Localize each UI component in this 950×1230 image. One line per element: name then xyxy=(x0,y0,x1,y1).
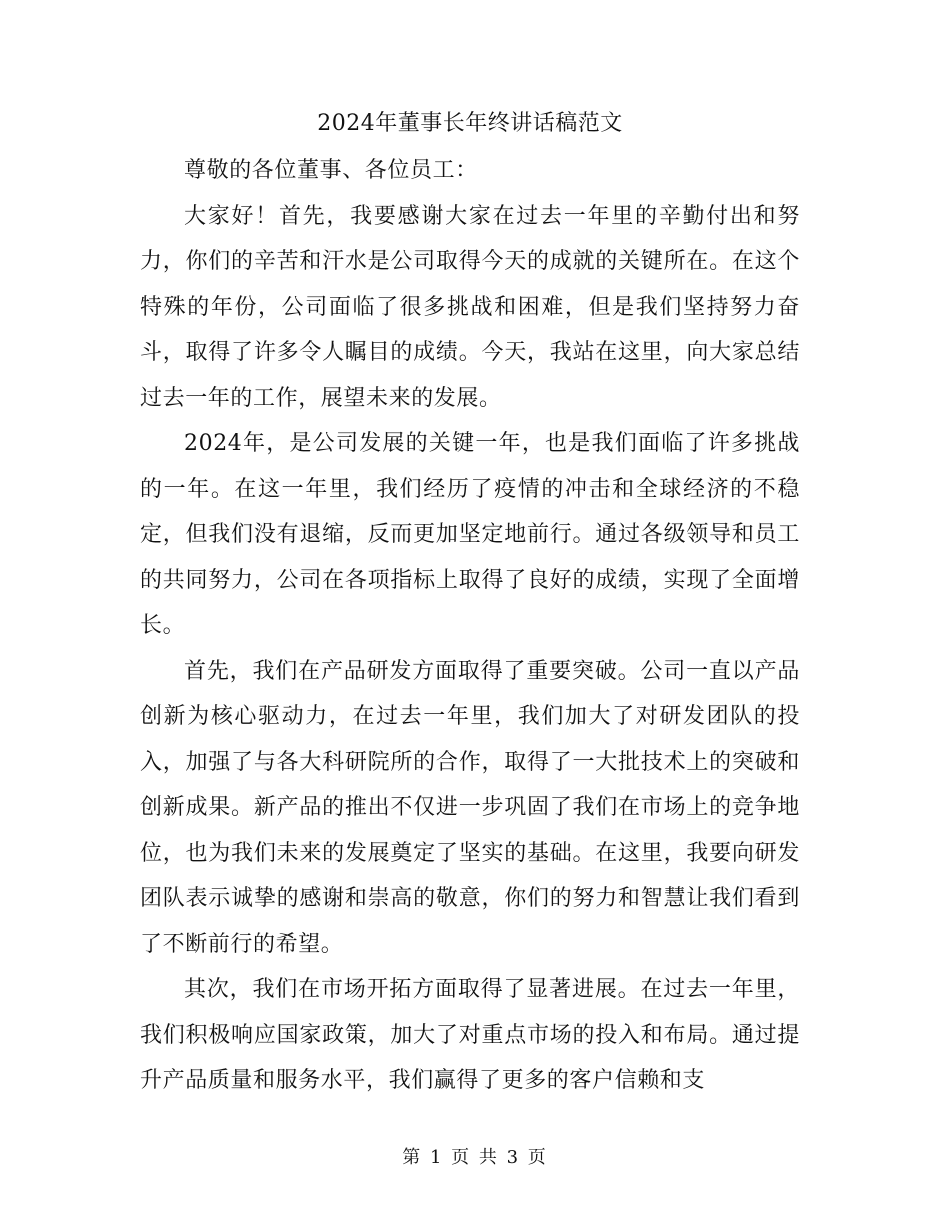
paragraph-1: 大家好！首先，我要感谢大家在过去一年里的辛勤付出和努力，你们的辛苦和汗水是公司取得今天的成就的关键所在。在这个特殊的年份，公司面临了很多挑战和困难，但是我们坚持努力奋斗，取得了许多令人瞩目的成绩。今天，我站在这里，向大家总结过去一年的工作，展望未来的发展。 xyxy=(140,203,800,411)
document-title: 2024年董事长年终讲话稿范文 xyxy=(317,111,623,136)
page-number-footer: 第 1 页 共 3 页 xyxy=(402,1147,548,1168)
paragraph-4: 其次，我们在市场开拓方面取得了显著进展。在过去一年里，我们积极响应国家政策，加大了对重点市场的投入和布局。通过提升产品质量和服务水平，我们赢得了更多的客户信赖和支 xyxy=(140,977,800,1093)
salutation: 尊敬的各位董事、各位员工： xyxy=(184,158,478,183)
paragraph-2: 2024年，是公司发展的关键一年，也是我们面临了许多挑战的一年。在这一年里，我们经历了疫情的冲击和全球经济的不稳定，但我们没有退缩，反而更加坚定地前行。通过各级领导和员工的共同努力，公司在各项指标上取得了良好的成绩，实现了全面增长。 xyxy=(140,431,800,638)
document-body xyxy=(140,104,800,1104)
paragraph-3: 首先，我们在产品研发方面取得了重要突破。公司一直以产品创新为核心驱动力，在过去一年里，我们加大了对研发团队的投入，加强了与各大科研院所的合作，取得了一大批技术上的突破和创新成果。新产品的推出不仅进一步巩固了我们在市场上的竞争地位，也为我们未来的发展奠定了坚实的基础。在这里，我要向研发团队表示诚挚的感谢和崇高的敬意，你们的努力和智慧让我们看到了不断前行的希望。 xyxy=(140,658,800,957)
